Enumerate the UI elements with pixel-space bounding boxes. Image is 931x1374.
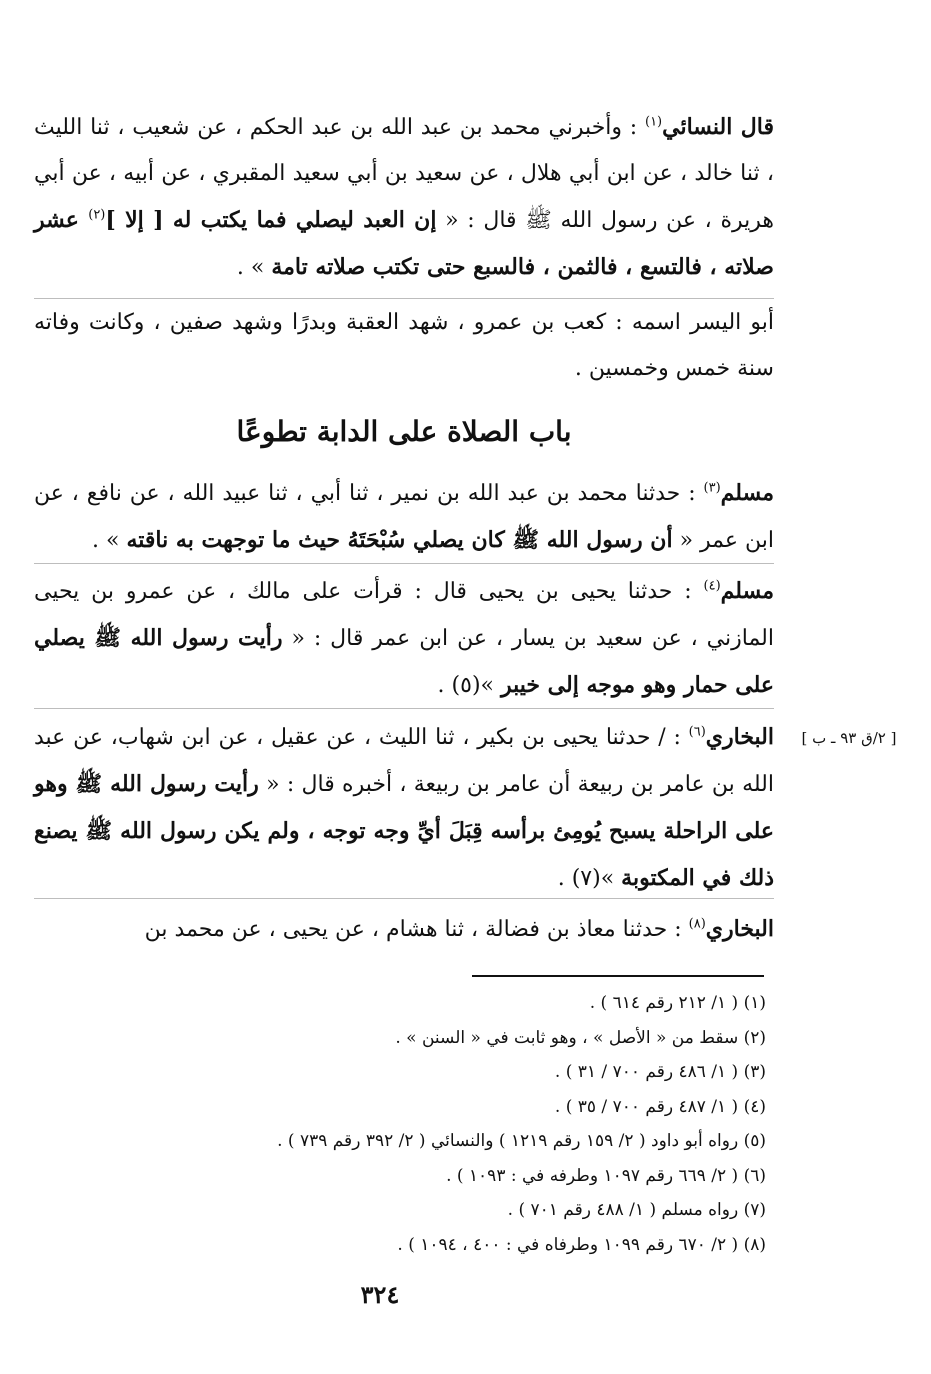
footnote-ref: (٦): [688, 724, 706, 740]
abu-yusr-text: أبو اليسر اسمه : كعب بن عمرو ، شهد العقبة وبدرًا وشهد صفين ، وكانت وفاته سنة خمس وخمسين .: [34, 310, 774, 381]
hadith-quote: أن رسول الله ﷺ كان يصلي سُبْحَتَهُ حيث ما توجهت به ناقته: [126, 527, 673, 553]
paragraph-separator: [34, 708, 774, 709]
footnote-8: (٨) ( ٢/ ٦٧٠ رقم ١٠٩٩ وطرفاه في : ٤٠٠ ، ١٠٩٤ ) .: [397, 1234, 766, 1255]
footnote-ref: (٨): [688, 916, 706, 932]
chapter-heading: باب الصلاة على الدابة تطوعًا: [236, 415, 572, 448]
footnote-4: (٤) ( ١/ ٤٨٧ رقم ٧٠٠ / ٣٥ ) .: [554, 1096, 766, 1117]
footnote-6: (٦) ( ٢/ ٦٦٩ رقم ١٠٩٧ وطرفه في : ١٠٩٣ ) .: [446, 1165, 766, 1186]
isnad-text: : حدثنا محمد بن عبد الله بن نمير ، ثنا أبي ، ثنا عبيد الله ، عن نافع ، عن ابن عمر «: [34, 481, 774, 553]
source-name: مسلم: [720, 480, 774, 506]
footnote-2: (٢) سقط من « الأصل » ، وهو ثابت في « السنن » .: [395, 1027, 766, 1048]
hadith-quote: إن العبد ليصلي فما يكتب له [ إلا ]: [105, 207, 437, 233]
footnote-7: (٧) رواه مسلم ( ١/ ٤٨٨ رقم ٧٠١ ) .: [507, 1200, 766, 1220]
isnad-text: : وأخبرني محمد بن عبد الله بن عبد الحكم ، عن شعيب ، ثنا الليث ، ثنا خالد ، عن ابن أبي هلال ، عن سعيد بن أبي سعيد المقبري ، عن أبيه ، عن أبي هريرة ، عن رسول الله ﷺ قال : «: [34, 115, 774, 233]
footnote-ref: (٤): [703, 578, 721, 594]
footnote-rule: [472, 975, 764, 977]
source-name: البخاري: [705, 916, 774, 942]
quote-end: » .: [92, 528, 127, 553]
footnote-1: (١) ( ١/ ٢١٢ رقم ٦١٤ ) .: [589, 993, 766, 1013]
paragraph-separator: [34, 298, 774, 299]
paragraph-separator: [34, 898, 774, 899]
muslim-paragraph-2: [34, 568, 774, 709]
hadith-quote: عشر صلاته ، فالتسع ، فالثمن ، فالسبع حتى تكتب صلاته تامة: [34, 207, 774, 280]
isnad-text: : / حدثنا يحيى بن بكير ، ثنا الليث ، عن عقيل ، عن ابن شهاب، عن عبد الله بن عامر بن ربيعة أن عامر بن ربيعة ، أخبره قال : «: [34, 725, 774, 797]
nasai-paragraph: [34, 104, 774, 291]
source-name: البخاري: [705, 724, 774, 750]
footnote-ref: (٢): [88, 207, 106, 223]
bukhari-paragraph-1: [34, 714, 774, 902]
manuscript-folio-marker: [ ٢/ق ٩٣ ـ ب ]: [801, 729, 897, 747]
footnote-5: (٥) رواه أبو داود ( ٢/ ١٥٩ رقم ١٢١٩ ) والنسائي ( ٢/ ٣٩٢ رقم ٧٣٩ ) .: [277, 1131, 766, 1151]
muslim-paragraph-1: [34, 470, 774, 564]
paragraph-separator: [34, 563, 774, 564]
page-number: ٣٢٤: [360, 1280, 400, 1309]
hadith-quote: رأيت رسول الله ﷺ وهو على الراحلة يسبح يُومِئ برأسه قِبَلَ أيِّ وجه توجه ، ولم يكن رسول الله ﷺ يصنع ذلك في المكتوبة: [34, 771, 774, 891]
footnote-3: (٣) ( ١/ ٤٨٦ رقم ٧٠٠ / ٣١ ) .: [554, 1062, 766, 1082]
hadith-quote: رأيت رسول الله ﷺ يصلي على حمار وهو موجه إلى خيبر: [34, 625, 774, 698]
quote-end: »(٧) .: [557, 866, 622, 891]
isnad-text: : حدثنا معاذ بن فضالة ، ثنا هشام ، عن يحيى ، عن محمد بن: [144, 917, 689, 942]
isnad-text: : حدثنا يحيى بن يحيى قال : قرأت على مالك ، عن عمرو بن يحيى المازني ، عن سعيد بن يسار ، عن ابن عمر قال : «: [34, 579, 774, 651]
footnote-ref: (١): [644, 114, 663, 130]
source-name: قال النسائي: [662, 114, 775, 140]
quote-end: » .: [236, 255, 272, 280]
footnote-ref: (٣): [703, 480, 721, 496]
footnotes: [150, 986, 766, 1262]
bukhari-paragraph-2: [34, 906, 774, 953]
source-name: مسلم: [720, 578, 774, 604]
quote-end: »(٥) .: [437, 673, 501, 698]
abu-yusr-paragraph: [34, 300, 774, 392]
